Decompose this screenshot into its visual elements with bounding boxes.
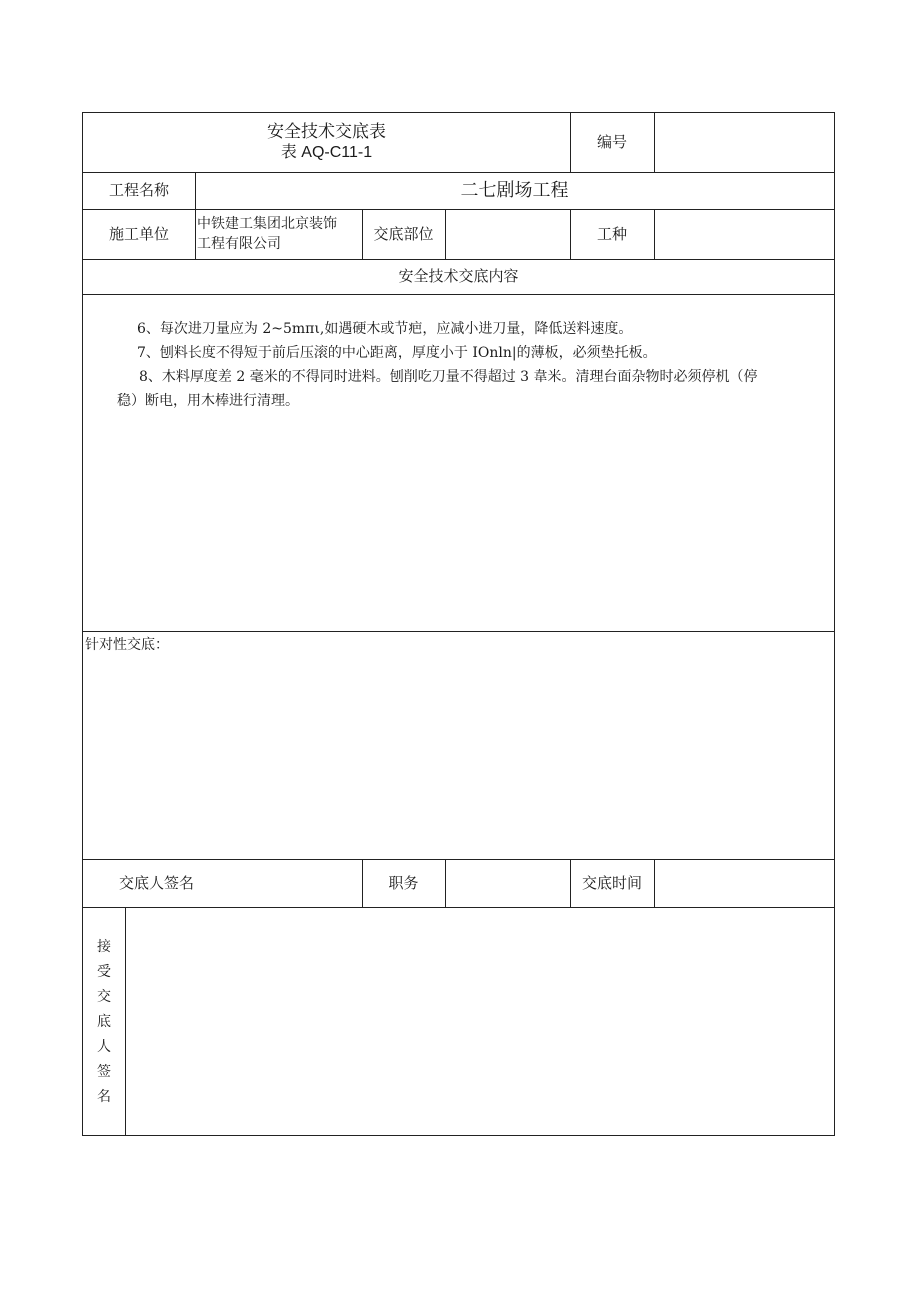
number-label: 编号 [596, 133, 627, 151]
receiver-char: 人 [97, 1038, 111, 1055]
form-code: 表 AQ-C11-1 [280, 144, 373, 162]
construction-unit-label: 施工单位 [108, 224, 169, 243]
receiver-char: 接 [97, 938, 111, 955]
briefing-time-field[interactable] [654, 859, 834, 907]
content-item-6: 6、每次进刀量应为 2~5mπι,如遇硬木或节疤，应减小进刀量，降低送料速度。 [137, 321, 633, 337]
project-name-value: 二七剧场工程 [460, 179, 569, 201]
receiver-signature-area[interactable] [126, 908, 834, 1135]
position-field[interactable] [445, 859, 570, 907]
form-title-block [83, 113, 570, 172]
content-header: 安全技术交底内容 [398, 267, 519, 285]
position-label: 职务 [388, 873, 419, 892]
receiver-char: 签 [97, 1063, 111, 1080]
receiver-char: 名 [97, 1088, 111, 1105]
presenter-signature-label: 交底人签名 [119, 873, 195, 892]
briefing-time-label: 交底时间 [581, 873, 642, 892]
trade-field[interactable] [654, 209, 834, 259]
briefing-part-field[interactable] [445, 209, 570, 259]
construction-unit-value [195, 209, 362, 259]
briefing-content [83, 295, 836, 631]
construction-unit-line1: 中铁建工集团北京装饰 [197, 215, 337, 232]
number-field[interactable] [654, 113, 834, 172]
safety-briefing-form [82, 112, 835, 1136]
row-divider [83, 631, 834, 632]
receiver-char: 受 [97, 963, 111, 980]
construction-unit-line2: 工程有限公司 [197, 236, 281, 252]
receiver-signature-label [83, 908, 125, 1136]
content-item-7: 7、刨料长度不得短于前后压滚的中心距离，厚度小于 IOnln|的薄板，必须垫托板。 [137, 345, 657, 361]
form-title: 安全技术交底表 [267, 121, 386, 142]
project-name-label: 工程名称 [108, 181, 169, 199]
trade-label: 工种 [596, 224, 627, 243]
content-item-8-continued: 稳）断电，用木棒进行清理。 [117, 393, 299, 409]
targeted-briefing-label: 针对性交底： [85, 637, 169, 653]
receiver-char: 交 [97, 988, 111, 1005]
receiver-char: 底 [97, 1013, 111, 1030]
briefing-part-label: 交底部位 [373, 224, 434, 243]
content-item-8: 8、木料厚度差 2 毫米的不得同时进料。刨削吃刀量不得超过 3 韋米。清理台面杂物时必须停机（停 [139, 369, 758, 385]
